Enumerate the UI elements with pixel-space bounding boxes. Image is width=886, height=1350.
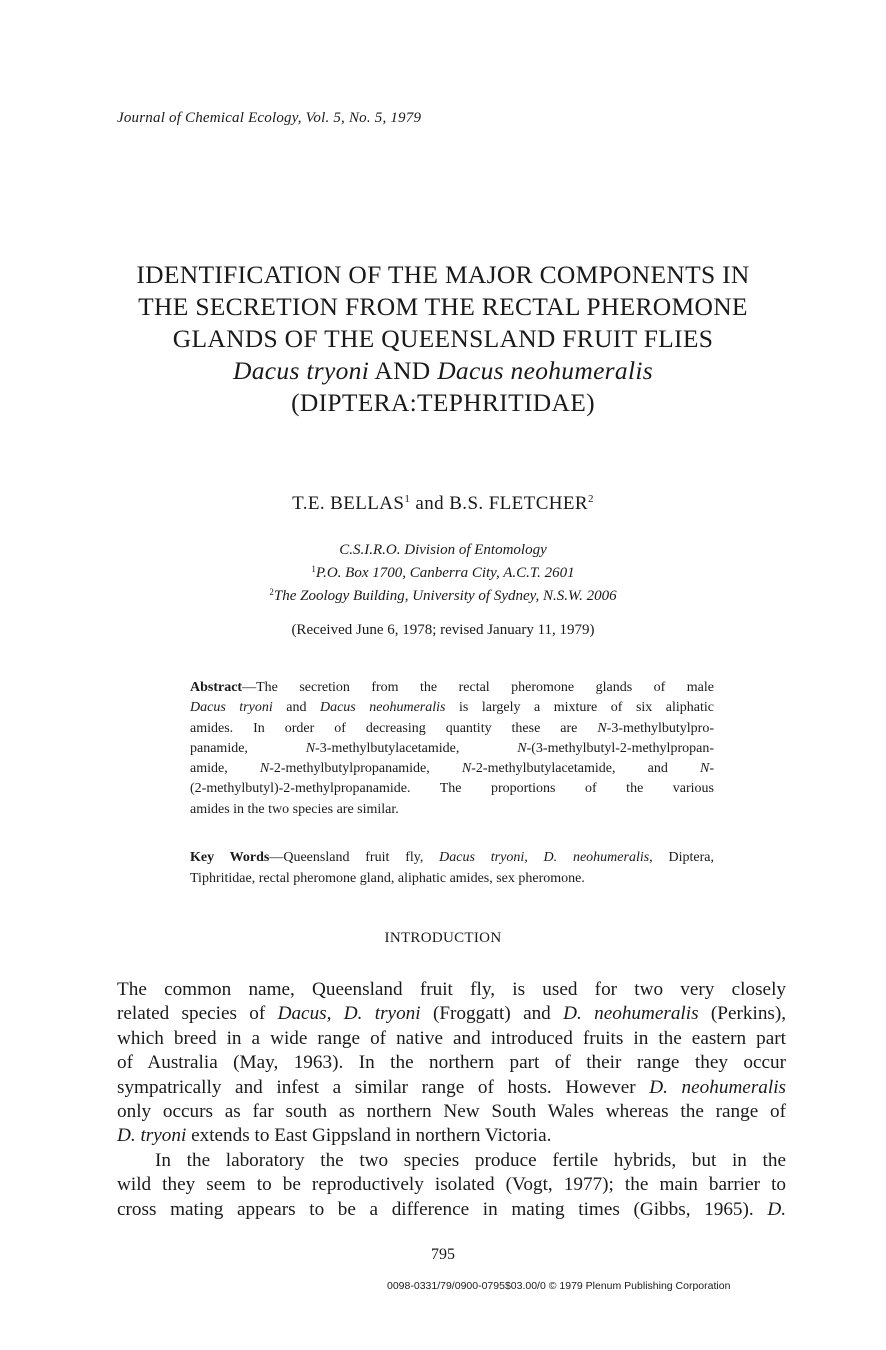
abstract-text: —The secretion from the rectal pheromone glands of male xyxy=(242,680,714,695)
affiliation-mark: 1 xyxy=(311,564,316,574)
keywords-text: Diptera, xyxy=(668,850,714,865)
body-text-run: related species of xyxy=(117,1003,266,1025)
body-line: of Australia (May, 1963). In the northern part of their range they occur xyxy=(117,1052,786,1074)
section-heading: INTRODUCTION xyxy=(384,930,502,946)
body-line: which breed in a wide range of native and introduced fruits in the eastern part xyxy=(117,1027,786,1049)
body-text-run: (Perkins), xyxy=(710,1003,787,1025)
title-species-line xyxy=(0,355,886,387)
title-and: AND xyxy=(374,356,431,385)
abstract-label: Abstract xyxy=(190,680,243,695)
italic-n: N xyxy=(461,761,472,777)
body-text-run: (Froggatt) and xyxy=(432,1003,551,1025)
keywords-label: Key Words xyxy=(190,850,270,865)
abstract-text: and xyxy=(286,700,307,716)
abstract-text: amide, xyxy=(190,761,228,777)
abstract-line: amides in the two species are similar. xyxy=(190,801,399,817)
affiliation-line: C.S.I.R.O. Division of Entomology xyxy=(339,542,547,558)
body-line xyxy=(117,1198,786,1222)
journal-header: Journal of Chemical Ecology, Vol. 5, No. 5, 1979 xyxy=(117,110,422,126)
abstract-text: -(3-methylbutyl-2-methylpropan- xyxy=(526,740,714,756)
species-name: D. neohumeralis xyxy=(563,1003,699,1025)
body-line xyxy=(117,1124,786,1148)
abstract-text: -2-methylbutylpropanamide, xyxy=(269,761,430,777)
species-name: D. neohumeralis xyxy=(649,1076,787,1098)
affiliation-text: P.O. Box 1700, Canberra City, A.C.T. 2601 xyxy=(315,565,575,581)
body-line: The common name, Queensland fruit fly, is used for two very closely xyxy=(117,979,786,1000)
author-name: B.S. FLETCHER xyxy=(449,493,588,514)
copyright-line: 0098-0331/79/0900-0795$03.00/0 © 1979 Plenum Publishing Corporation xyxy=(387,1280,731,1292)
italic-n: N xyxy=(699,761,710,777)
abstract-text: is largely a mixture of six aliphatic xyxy=(459,700,714,716)
species-name: Dacus, D. tryoni xyxy=(277,1003,421,1025)
author-affiliation-mark: 1 xyxy=(404,493,411,505)
abstract-text: -3-methylbutylpro- xyxy=(606,720,714,736)
abstract-text: - xyxy=(709,761,714,777)
abstract-line xyxy=(190,678,714,698)
italic-n: N xyxy=(597,720,607,736)
species-name: D. xyxy=(767,1198,786,1220)
abstract-line xyxy=(190,739,714,759)
title-line: IDENTIFICATION OF THE MAJOR COMPONENTS IN xyxy=(136,260,750,289)
keywords-text: —Queensland fruit fly, xyxy=(269,850,424,865)
body-text xyxy=(117,978,786,1222)
abstract-line xyxy=(190,759,714,779)
abstract-text: panamide, xyxy=(190,740,248,756)
abstract-line: (2-methylbutyl)-2-methylpropanamide. The proportions of the various xyxy=(190,781,714,797)
body-line: wild they seem to be reproductively isolated (Vogt, 1977); the main barrier to xyxy=(117,1174,786,1196)
keywords-line: Tiphritidae, rectal pheromone gland, aliphatic amides, sex pheromone. xyxy=(190,871,585,886)
species-name: D. tryoni xyxy=(117,1125,187,1147)
article-title xyxy=(0,259,886,419)
affiliation-line xyxy=(0,583,886,606)
received-dates: (Received June 6, 1978; revised January 11, 1979) xyxy=(291,622,595,638)
abstract-text: amides. In order of decreasing quantity these are xyxy=(190,720,578,736)
abstract xyxy=(190,678,714,820)
title-species: Dacus neohumeralis xyxy=(437,356,653,385)
author-affiliation-mark: 2 xyxy=(587,493,594,505)
abstract-line xyxy=(190,719,714,739)
body-line xyxy=(117,1002,786,1026)
author-conjunction: and xyxy=(415,493,445,514)
italic-n: N xyxy=(517,740,527,756)
affiliation-mark: 2 xyxy=(269,587,274,597)
author-line xyxy=(0,493,886,515)
affiliation-text: The Zoology Building, University of Sydney, N.S.W. 2006 xyxy=(273,588,617,604)
body-line: In the laboratory the two species produce fertile hybrids, but in the xyxy=(155,1149,786,1171)
body-line: only occurs as far south as northern New South Wales whereas the range of xyxy=(117,1101,786,1123)
abstract-text: -3-methylbutylacetamide, xyxy=(315,740,460,756)
affiliations xyxy=(0,541,886,606)
title-line: THE SECRETION FROM THE RECTAL PHEROMONE xyxy=(138,292,748,321)
affiliation-line xyxy=(0,560,886,583)
abstract-line xyxy=(190,698,714,718)
italic-n: N xyxy=(259,761,270,777)
italic-n: N xyxy=(305,740,316,756)
species-name: Dacus neohumeralis xyxy=(319,700,446,716)
body-text-run: extends to East Gippsland in northern Victoria. xyxy=(191,1125,552,1147)
abstract-text: -2-methylbutylacetamide, and xyxy=(471,761,668,777)
body-text-run: sympatrically and infest a similar range of hosts. However xyxy=(117,1076,636,1098)
keywords xyxy=(190,847,714,889)
species-name: Dacus tryoni, D. neohumeralis, xyxy=(439,850,653,865)
species-name: Dacus tryoni xyxy=(190,700,273,716)
body-line xyxy=(117,1076,786,1100)
title-species: Dacus tryoni xyxy=(233,356,370,385)
title-line: GLANDS OF THE QUEENSLAND FRUIT FLIES xyxy=(172,324,714,353)
page-number: 795 xyxy=(431,1246,455,1263)
keywords-line xyxy=(190,847,714,868)
title-line: (DIPTERA:TEPHRITIDAE) xyxy=(291,388,595,417)
author-name: T.E. BELLAS xyxy=(292,493,405,514)
body-text-run: cross mating appears to be a difference in mating times (Gibbs, 1965). xyxy=(117,1198,754,1220)
